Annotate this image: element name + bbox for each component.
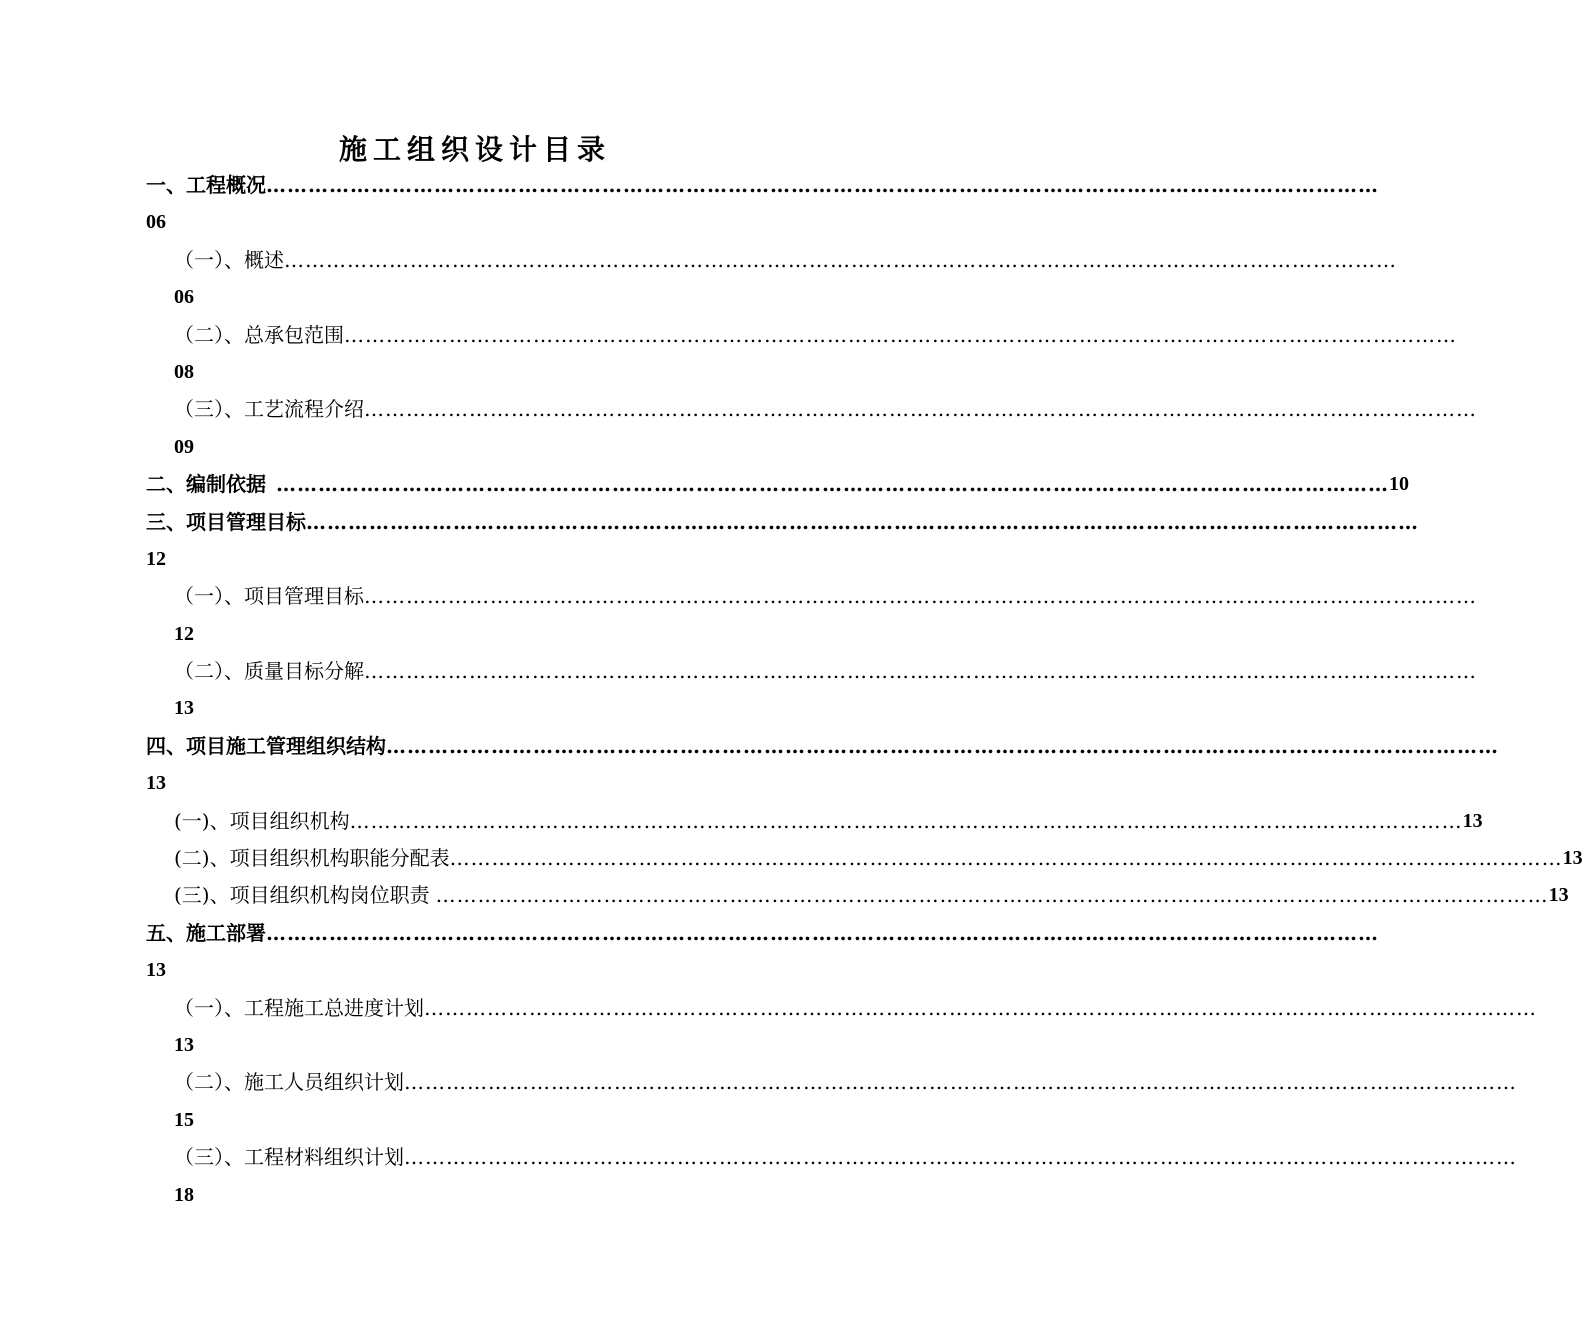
- toc-entry-label: （二）、总承包范围: [174, 322, 344, 347]
- toc-entry-label: 二、编制依据: [146, 472, 266, 497]
- toc-entry-2[interactable]: [146, 466, 1409, 503]
- toc-entry-4-page: 13: [146, 772, 166, 795]
- toc-entry-label: （一）、项目管理目标: [174, 584, 364, 609]
- toc-entry-label: 三、项目管理目标: [146, 509, 306, 534]
- toc-entry-1-2-page: 08: [174, 360, 194, 383]
- toc-entry-label: (一)、项目组织机构: [174, 808, 350, 833]
- toc-leader-dots: ……………………………………………………………………………………………………………………………………………: [349, 808, 1463, 833]
- toc-entry-3-2-page: 13: [174, 697, 194, 720]
- toc-leader-dots: ……………………………………………………………………………………………………………………………………………: [386, 733, 1499, 758]
- toc-entry-page: 13: [1548, 884, 1569, 907]
- toc-entry-label: （二）、施工人员组织计划: [174, 1070, 404, 1095]
- toc-leader-dots: ……………………………………………………………………………………………………………………………………………: [364, 659, 1477, 684]
- toc-title: 施工组织设计目录: [338, 133, 611, 166]
- toc-entry-label: 四、项目施工管理组织结构: [146, 733, 386, 758]
- toc-entry-page: 13: [1562, 847, 1583, 870]
- toc-entry-label: 一、工程概况: [146, 173, 266, 197]
- toc-entry-1-page: 06: [146, 211, 166, 234]
- toc-entry-5-label-row[interactable]: [146, 915, 1379, 952]
- toc-leader-dots: ……………………………………………………………………………………………………………………………………………: [364, 397, 1477, 422]
- toc-entry-1-3-page: 09: [174, 435, 194, 458]
- toc-entry-3-2-label-row[interactable]: [146, 653, 1477, 690]
- toc-entry-label: (三)、项目组织机构岗位职责: [174, 883, 430, 908]
- toc-entry-1-label-row[interactable]: [146, 167, 1379, 204]
- toc-entry-page: 13: [1462, 809, 1483, 832]
- toc-entry-1-1-label-row[interactable]: [146, 242, 1397, 279]
- toc-entry-5-page: 13: [146, 959, 166, 982]
- toc-entry-label: （三）、工程材料组织计划: [174, 1145, 404, 1170]
- toc-entry-5-3-page: 18: [174, 1183, 194, 1206]
- toc-entry-label: （一）、概述: [174, 247, 284, 272]
- toc-leader-dots: ……………………………………………………………………………………………………………………………………………: [404, 1070, 1517, 1095]
- toc-entry-4-label-row[interactable]: [146, 728, 1499, 765]
- toc-leader-dots: ……………………………………………………………………………………………………………………………………………: [344, 322, 1457, 347]
- toc-entry-3-page: 12: [146, 547, 166, 570]
- toc-entry-3-1-label-row[interactable]: [146, 578, 1477, 615]
- toc-entry-5-1-label-row[interactable]: [146, 990, 1537, 1027]
- toc-entry-label: （三）、工艺流程介绍: [174, 397, 364, 422]
- toc-entry-label: 五、施工部署: [146, 920, 266, 945]
- toc-entry-page: 10: [1389, 473, 1409, 496]
- toc-leader-dots: ……………………………………………………………………………………………………………………………………………: [435, 883, 1549, 908]
- toc-entry-4-1[interactable]: [146, 803, 1483, 840]
- toc-entry-5-3-label-row[interactable]: [146, 1139, 1517, 1176]
- toc-leader-dots: ……………………………………………………………………………………………………………………………………………: [404, 1145, 1517, 1170]
- toc-entry-3-1-page: 12: [174, 622, 194, 645]
- toc-leader-dots: ……………………………………………………………………………………………………………………………………………: [449, 846, 1563, 871]
- toc-entry-label: （一）、工程施工总进度计划: [174, 995, 424, 1020]
- table-of-contents: [146, 167, 1583, 1214]
- toc-entry-1-1-page: 06: [174, 286, 194, 309]
- toc-entry-5-1-page: 13: [174, 1033, 194, 1056]
- toc-leader-dots: ……………………………………………………………………………………………………………………………………………: [284, 247, 1397, 272]
- toc-leader-dots: ……………………………………………………………………………………………………………………………………………: [424, 995, 1537, 1020]
- toc-entry-5-2-page: 15: [174, 1108, 194, 1131]
- toc-entry-1-2-label-row[interactable]: [146, 317, 1457, 354]
- toc-entry-label: (二)、项目组织机构职能分配表: [174, 846, 450, 871]
- toc-entry-4-3[interactable]: [146, 877, 1569, 914]
- toc-entry-5-2-label-row[interactable]: [146, 1064, 1517, 1101]
- toc-entry-label: （二）、质量目标分解: [174, 659, 364, 684]
- toc-leader-dots: ……………………………………………………………………………………………………………………………………………: [306, 509, 1419, 534]
- toc-entry-4-2[interactable]: [146, 840, 1583, 877]
- toc-leader-dots: ……………………………………………………………………………………………………………………………………………: [266, 173, 1379, 197]
- toc-leader-dots: ……………………………………………………………………………………………………………………………………………: [266, 920, 1379, 945]
- toc-entry-1-3-label-row[interactable]: [146, 391, 1477, 428]
- toc-leader-dots: ……………………………………………………………………………………………………………………………………………: [276, 472, 1389, 497]
- toc-leader-dots: ……………………………………………………………………………………………………………………………………………: [364, 584, 1477, 609]
- toc-entry-3-label-row[interactable]: [146, 504, 1419, 541]
